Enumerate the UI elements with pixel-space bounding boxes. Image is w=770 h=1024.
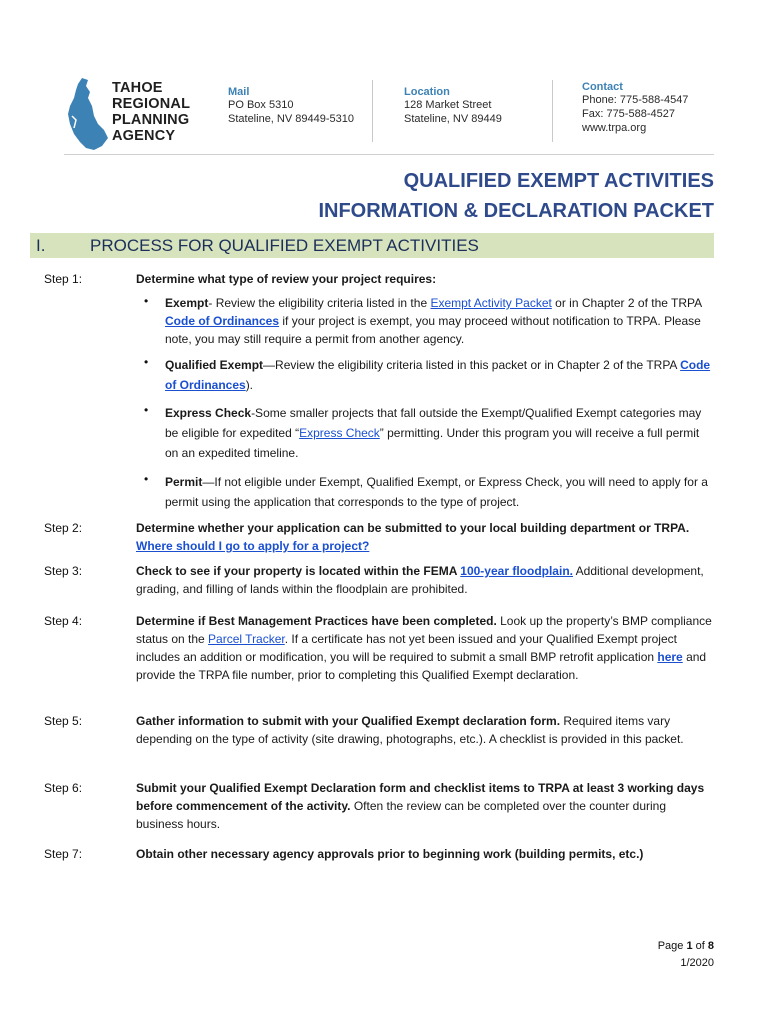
section-title: PROCESS FOR QUALIFIED EXEMPT ACTIVITIES [90, 236, 479, 255]
location-block [404, 86, 502, 126]
mail-label: Mail [228, 86, 250, 98]
website-link[interactable]: www.trpa.org [582, 122, 647, 134]
mail-line: Stateline, NV 89449-5310 [228, 113, 354, 125]
contact-line: Fax: 775-588-4527 [582, 108, 675, 120]
bullet-text: if your project is exempt, you may proceed without notification to TRPA. Please note, you may still require a permit from another agency. [165, 314, 701, 346]
logo-line: AGENCY [112, 128, 176, 144]
contact-label: Contact [582, 81, 623, 93]
step-label: Step 6: [44, 781, 83, 795]
step-heading: Determine what type of review your project requires: [136, 272, 437, 286]
bullet-icon: • [144, 294, 149, 308]
page-current: 1 [686, 940, 693, 952]
step-body [136, 779, 714, 833]
mail-block [228, 86, 354, 126]
logo-line: REGIONAL [112, 96, 191, 112]
bullet-text: —Review the eligibility criteria listed in this packet or in Chapter 2 of the TRPA [263, 358, 681, 372]
step-text: Additional development, grading, and filling of lands within the floodplain are prohibited. [136, 564, 704, 596]
bullet-icon: • [144, 403, 149, 417]
bullet-term: Express Check [165, 406, 252, 420]
bmp-retrofit-link[interactable]: here [657, 650, 683, 664]
step-text: Often the review can be completed over the counter during business hours. [136, 799, 667, 831]
location-line: 128 Market Street [404, 99, 492, 111]
location-line: Stateline, NV 89449 [404, 113, 502, 125]
logo-line: PLANNING [112, 112, 190, 128]
step-heading: Obtain other necessary agency approvals prior to beginning work (building permits, etc.) [136, 847, 644, 861]
list-item [165, 355, 715, 395]
page-total: 8 [707, 940, 714, 952]
bullet-text: ” permitting. Under this program you will receive a full permit on an expedited timeline. [165, 426, 700, 460]
step-text: . If a certificate has not yet been issued and your Qualified Exempt project includes an addition or modification, you will be required to submit a small BMP retrofit application [136, 632, 677, 664]
section-number: I. [36, 236, 46, 255]
bullet-text: or in Chapter 2 of the TRPA [551, 296, 702, 310]
bullet-term: Permit [165, 475, 203, 489]
step-text: Look up the property’s BMP compliance status on the [136, 614, 712, 646]
where-to-apply-link[interactable]: Where should I go to apply for a project? [136, 539, 370, 553]
header-divider [372, 80, 373, 142]
revision-date: 1/2020 [680, 957, 714, 969]
bullet-text: ). [245, 378, 254, 392]
bullet-term: Qualified Exempt [165, 358, 264, 372]
list-item [165, 403, 715, 463]
code-of-ordinances-link[interactable]: Code of Ordinances [165, 314, 280, 328]
step-label: Step 4: [44, 614, 83, 628]
contact-line: Phone: 775-588-4547 [582, 94, 689, 106]
bullet-icon: • [144, 355, 149, 369]
step-text: and provide the TRPA file number, prior to completing this Qualified Exempt declaration. [136, 650, 707, 682]
step-heading: Gather information to submit with your Qualified Exempt declaration form. [136, 714, 561, 728]
step-body [136, 612, 714, 684]
page-number [658, 940, 714, 952]
bullet-icon: • [144, 472, 149, 486]
step-label: Step 1: [44, 272, 83, 286]
floodplain-link[interactable]: 100-year floodplain. [460, 564, 573, 578]
title-line-2: INFORMATION & DECLARATION PACKET [318, 200, 714, 222]
step-body [136, 519, 714, 555]
page-title [0, 166, 714, 226]
bullet-text: —If not eligible under Exempt, Qualified Exempt, or Express Check, you will need to apply for a permit using the application that corresponds to the type of project. [165, 475, 708, 509]
step-body [136, 712, 714, 748]
mail-line: PO Box 5310 [228, 99, 294, 111]
step-text: Required items vary depending on the type of activity (site drawing, photographs, etc.). A checklist is provided in this packet. [136, 714, 684, 746]
bullet-term: Exempt [165, 296, 209, 310]
exempt-activity-packet-link[interactable]: Exempt Activity Packet [430, 296, 552, 310]
logo-line: TAHOE [112, 80, 163, 96]
step-heading: Determine whether your application can be submitted to your local building department or TRPA. [136, 521, 690, 535]
lake-tahoe-logo-icon [64, 76, 110, 152]
list-item [165, 472, 715, 512]
location-label: Location [404, 86, 450, 98]
step-heading: Submit your Qualified Exempt Declaration form and checklist items to TRPA at least 3 working days before commencement of the activity. [136, 781, 705, 813]
parcel-tracker-link[interactable]: Parcel Tracker [208, 632, 285, 646]
section-header [30, 233, 714, 258]
header-divider [552, 80, 553, 142]
agency-logo-text [112, 80, 190, 144]
step-heading: Determine if Best Management Practices have been completed. [136, 614, 497, 628]
contact-block [582, 81, 688, 135]
step-label: Step 7: [44, 847, 83, 861]
code-of-ordinances-link[interactable]: Code of Ordinances [165, 358, 711, 392]
header-rule [64, 154, 714, 155]
step-label: Step 5: [44, 714, 83, 728]
bullet-text: -Some smaller projects that fall outside the Exempt/Qualified Exempt categories may be eligible for expedited “ [165, 406, 702, 440]
step-body [136, 562, 714, 598]
step-label: Step 2: [44, 521, 83, 535]
page-prefix: Page [657, 940, 687, 952]
step-heading: Check to see if your property is located within the FEMA [136, 564, 461, 578]
title-line-1: QUALIFIED EXEMPT ACTIVITIES [403, 170, 714, 192]
express-check-link[interactable]: Express Check [299, 426, 380, 440]
list-item [165, 294, 715, 348]
bullet-text: - Review the eligibility criteria listed in the [208, 296, 431, 310]
page-of: of [692, 940, 708, 952]
step-label: Step 3: [44, 564, 83, 578]
